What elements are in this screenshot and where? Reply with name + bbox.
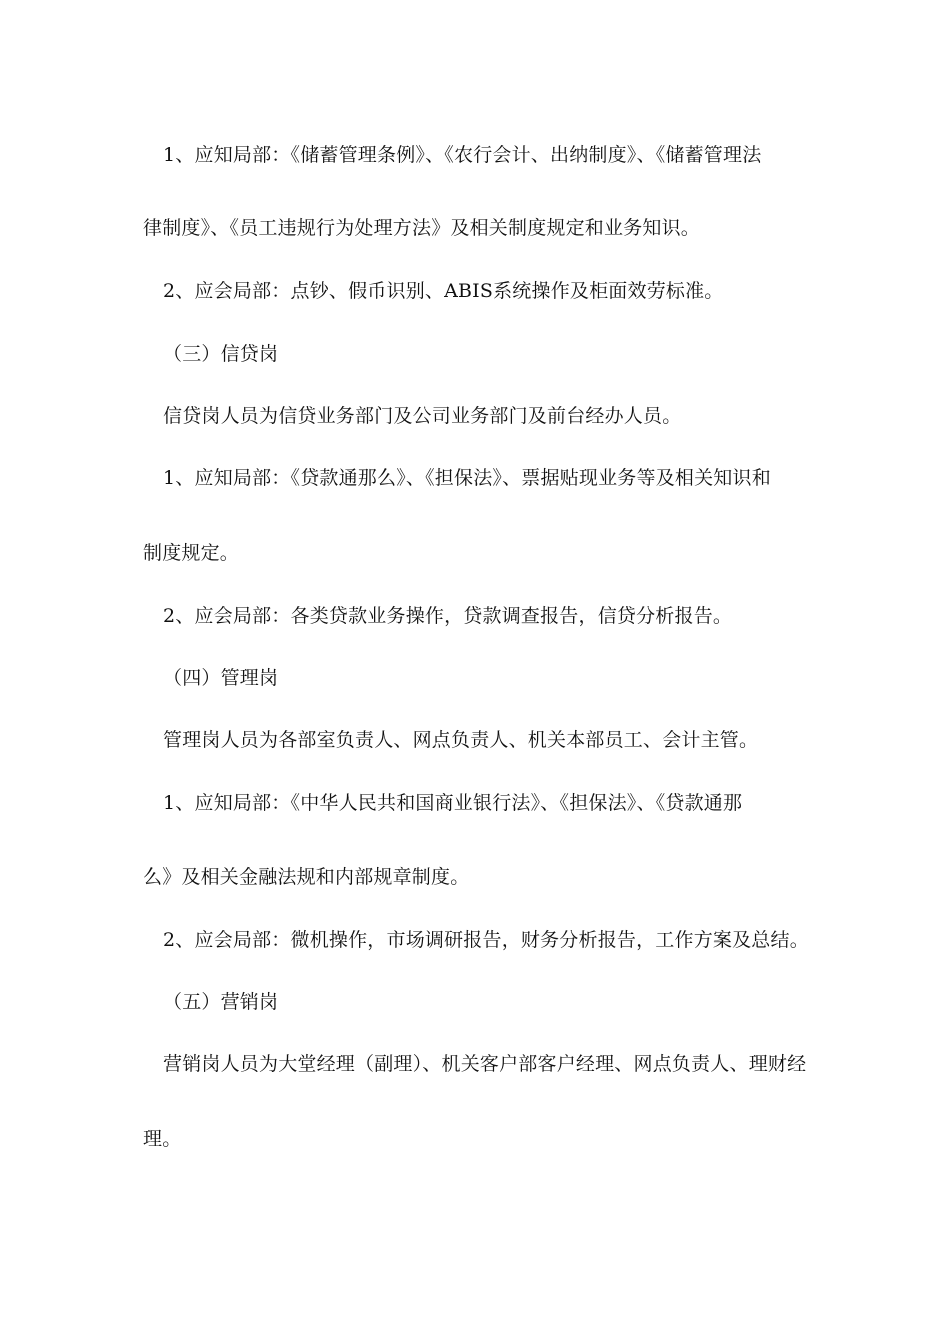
paragraph-line: 2、应会局部：各类贷款业务操作，贷款调查报告，信贷分析报告。	[163, 605, 733, 627]
paragraph-line: 理。	[143, 1128, 182, 1150]
section-heading: （五）营销岗	[163, 991, 279, 1013]
paragraph-line: 1、应知局部：《储蓄管理条例》、《农行会计、出纳制度》、《储蓄管理法	[163, 144, 762, 166]
paragraph-line: 么》及相关金融法规和内部规章制度。	[143, 866, 470, 888]
paragraph-line: 营销岗人员为大堂经理（副理）、机关客户部客户经理、网点负责人、理财经	[163, 1053, 807, 1075]
paragraph-line: 1、应知局部：《贷款通那么》、《担保法》、票据贴现业务等及相关知识和	[163, 467, 771, 489]
section-heading: （四）管理岗	[163, 667, 279, 689]
paragraph-line: 1、应知局部：《中华人民共和国商业银行法》、《担保法》、《贷款通那	[163, 792, 743, 814]
paragraph-line: 2、应会局部：微机操作，市场调研报告，财务分析报告，工作方案及总结。	[163, 929, 809, 951]
paragraph-line: 制度规定。	[143, 542, 240, 564]
section-heading: （三）信贷岗	[163, 343, 279, 365]
paragraph-line: 管理岗人员为各部室负责人、网点负责人、机关本部员工、会计主管。	[163, 729, 759, 751]
paragraph-line: 信贷岗人员为信贷业务部门及公司业务部门及前台经办人员。	[163, 405, 682, 427]
paragraph-line: 2、应会局部：点钞、假币识别、ABIS系统操作及柜面效劳标准。	[163, 280, 724, 302]
paragraph-line: 律制度》、《员工违规行为处理方法》及相关制度规定和业务知识。	[143, 217, 701, 239]
